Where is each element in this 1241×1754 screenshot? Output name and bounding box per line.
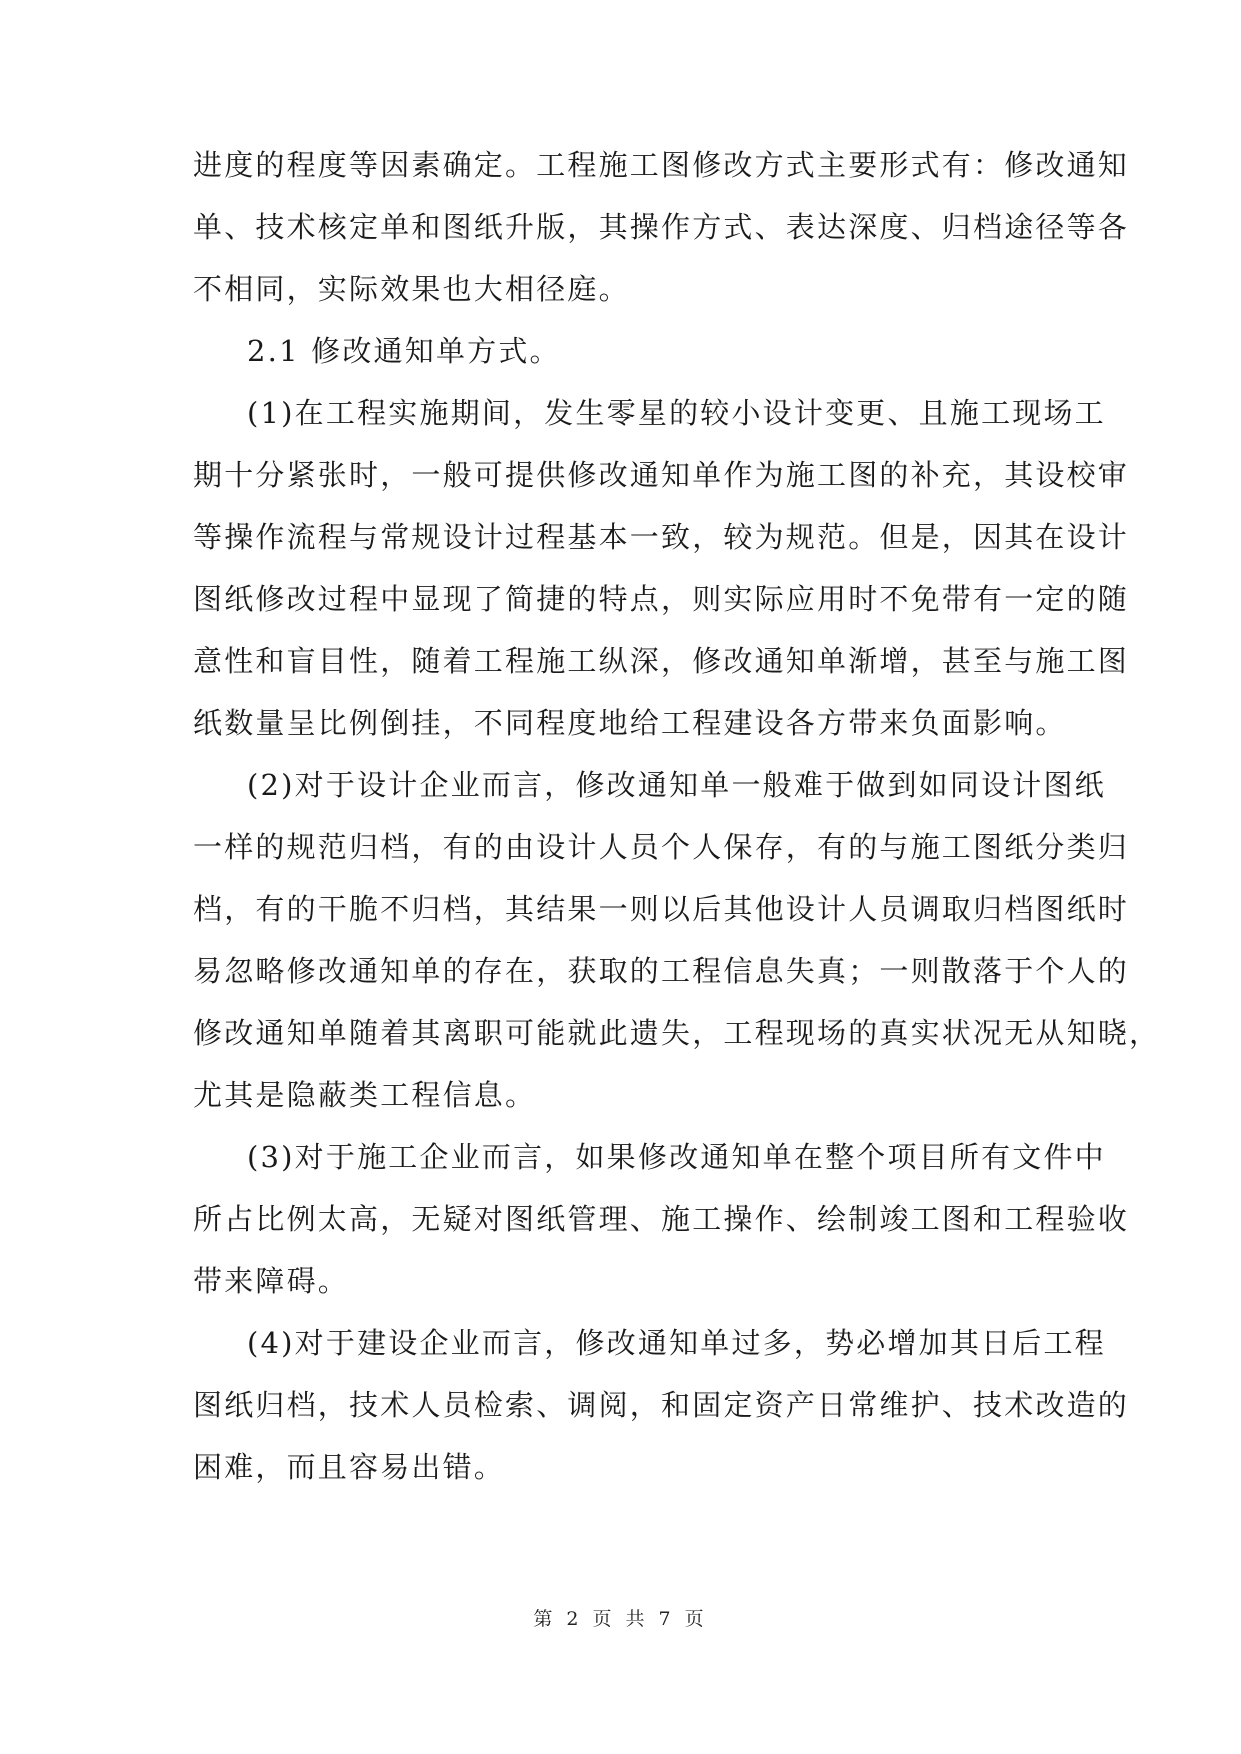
text-line: 进度的程度等因素确定。工程施工图修改方式主要形式有：修改通知 xyxy=(193,148,1130,182)
text-line: 等操作流程与常规设计过程基本一致，较为规范。但是，因其在设计 xyxy=(193,520,1130,554)
text-line: (1)在工程实施期间，发生零星的较小设计变更、且施工现场工 xyxy=(247,396,1106,430)
text-line: 所占比例太高，无疑对图纸管理、施工操作、绘制竣工图和工程验收 xyxy=(193,1202,1130,1236)
text-line: 一样的规范归档，有的由设计人员个人保存，有的与施工图纸分类归 xyxy=(193,830,1130,864)
text-line: 不相同，实际效果也大相径庭。 xyxy=(193,272,630,306)
text-line: 档，有的干脆不归档，其结果一则以后其他设计人员调取归档图纸时 xyxy=(193,892,1130,926)
text-line: 图纸修改过程中显现了简捷的特点，则实际应用时不免带有一定的随 xyxy=(193,582,1130,616)
text-line: 带来障碍。 xyxy=(193,1264,350,1298)
text-line: 修改通知单随着其离职可能就此遗失，工程现场的真实状况无从知晓， xyxy=(193,1016,1161,1050)
text-line: 尤其是隐蔽类工程信息。 xyxy=(193,1078,537,1112)
text-line: (4)对于建设企业而言，修改通知单过多，势必增加其日后工程 xyxy=(247,1326,1106,1360)
text-line: 期十分紧张时，一般可提供修改通知单作为施工图的补充，其设校审 xyxy=(193,458,1130,492)
text-line: 单、技术核定单和图纸升版，其操作方式、表达深度、归档途径等各 xyxy=(193,210,1130,244)
page-number-footer: 第 2 页 共 7 页 xyxy=(533,1608,708,1630)
text-line: 困难，而且容易出错。 xyxy=(193,1450,506,1484)
text-line: 纸数量呈比例倒挂，不同程度地给工程建设各方带来负面影响。 xyxy=(193,706,1067,740)
text-line: (3)对于施工企业而言，如果修改通知单在整个项目所有文件中 xyxy=(247,1140,1106,1174)
text-line: 图纸归档，技术人员检索、调阅，和固定资产日常维护、技术改造的 xyxy=(193,1388,1130,1422)
text-line: (2)对于设计企业而言，修改通知单一般难于做到如同设计图纸 xyxy=(247,768,1106,802)
section-heading: 2.1 修改通知单方式。 xyxy=(247,334,561,368)
text-line: 意性和盲目性，随着工程施工纵深，修改通知单渐增，甚至与施工图 xyxy=(193,644,1130,678)
text-line: 易忽略修改通知单的存在，获取的工程信息失真；一则散落于个人的 xyxy=(193,954,1130,988)
